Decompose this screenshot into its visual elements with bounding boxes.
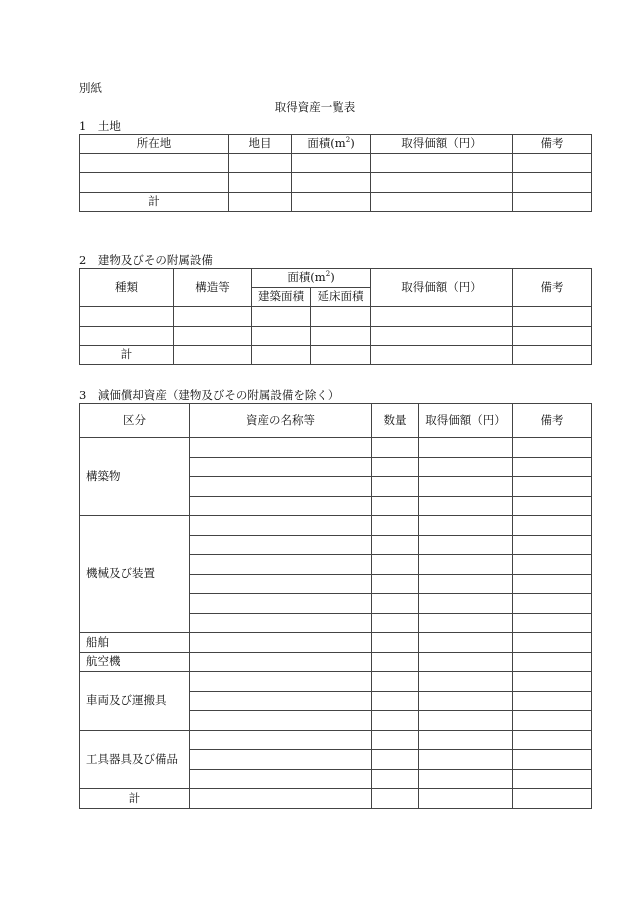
building-total-label: 計 xyxy=(80,346,174,365)
category-ships: 船舶 xyxy=(80,633,190,653)
assets-header-price: 取得価額（円） xyxy=(419,404,513,438)
building-header-area: 面積$(m^2)$ xyxy=(252,269,371,288)
assets-row xyxy=(80,672,592,692)
assets-header-category: 区分 xyxy=(80,404,190,438)
section1-heading: 1 土地 xyxy=(79,119,121,133)
building-row xyxy=(80,327,592,346)
building-header-building-area: 建築面積 xyxy=(252,288,311,307)
section2-heading: 2 建物及びその附属設備 xyxy=(79,253,213,267)
building-row xyxy=(80,307,592,327)
land-table xyxy=(79,134,592,212)
assets-total-label: 計 xyxy=(80,789,190,809)
land-total-row xyxy=(80,193,592,212)
category-structures: 構築物 xyxy=(80,438,190,516)
assets-row xyxy=(80,516,592,536)
assets-header-name: 資産の名称等 xyxy=(190,404,372,438)
category-aircraft: 航空機 xyxy=(80,653,190,672)
assets-header-quantity: 数量 xyxy=(372,404,419,438)
building-header-type: 種類 xyxy=(80,269,174,307)
land-header-category: 地目 xyxy=(229,135,292,154)
category-tools: 工具器具及び備品 xyxy=(80,731,190,789)
document-title: 取得資産一覧表 xyxy=(274,100,356,114)
building-header-floor-area: 延床面積 xyxy=(311,288,371,307)
assets-row xyxy=(80,731,592,750)
section3-heading: 3 減価償却資産（建物及びその附属設備を除く） xyxy=(79,388,340,402)
building-total-row xyxy=(80,346,592,365)
assets-total-row xyxy=(80,789,592,809)
depreciable-assets-table xyxy=(79,403,592,809)
appendix-label: 別紙 xyxy=(79,81,102,95)
building-header-price: 取得価額（円） xyxy=(371,269,513,307)
land-header-remarks: 備考 xyxy=(513,135,592,154)
land-row xyxy=(80,173,592,193)
land-header-location: 所在地 xyxy=(80,135,229,154)
land-total-label: 計 xyxy=(80,193,229,212)
land-row xyxy=(80,154,592,173)
category-vehicles: 車両及び運搬具 xyxy=(80,672,190,731)
assets-row xyxy=(80,438,592,458)
land-header-price: 取得価額（円） xyxy=(371,135,513,154)
category-machinery: 機械及び装置 xyxy=(80,516,190,633)
assets-header-remarks: 備考 xyxy=(513,404,592,438)
building-table xyxy=(79,268,592,365)
assets-row xyxy=(80,633,592,653)
building-header-structure: 構造等 xyxy=(174,269,252,307)
assets-row xyxy=(80,653,592,672)
land-header-area: 面積$(m^2)$ xyxy=(292,135,371,154)
building-header-remarks: 備考 xyxy=(513,269,592,307)
